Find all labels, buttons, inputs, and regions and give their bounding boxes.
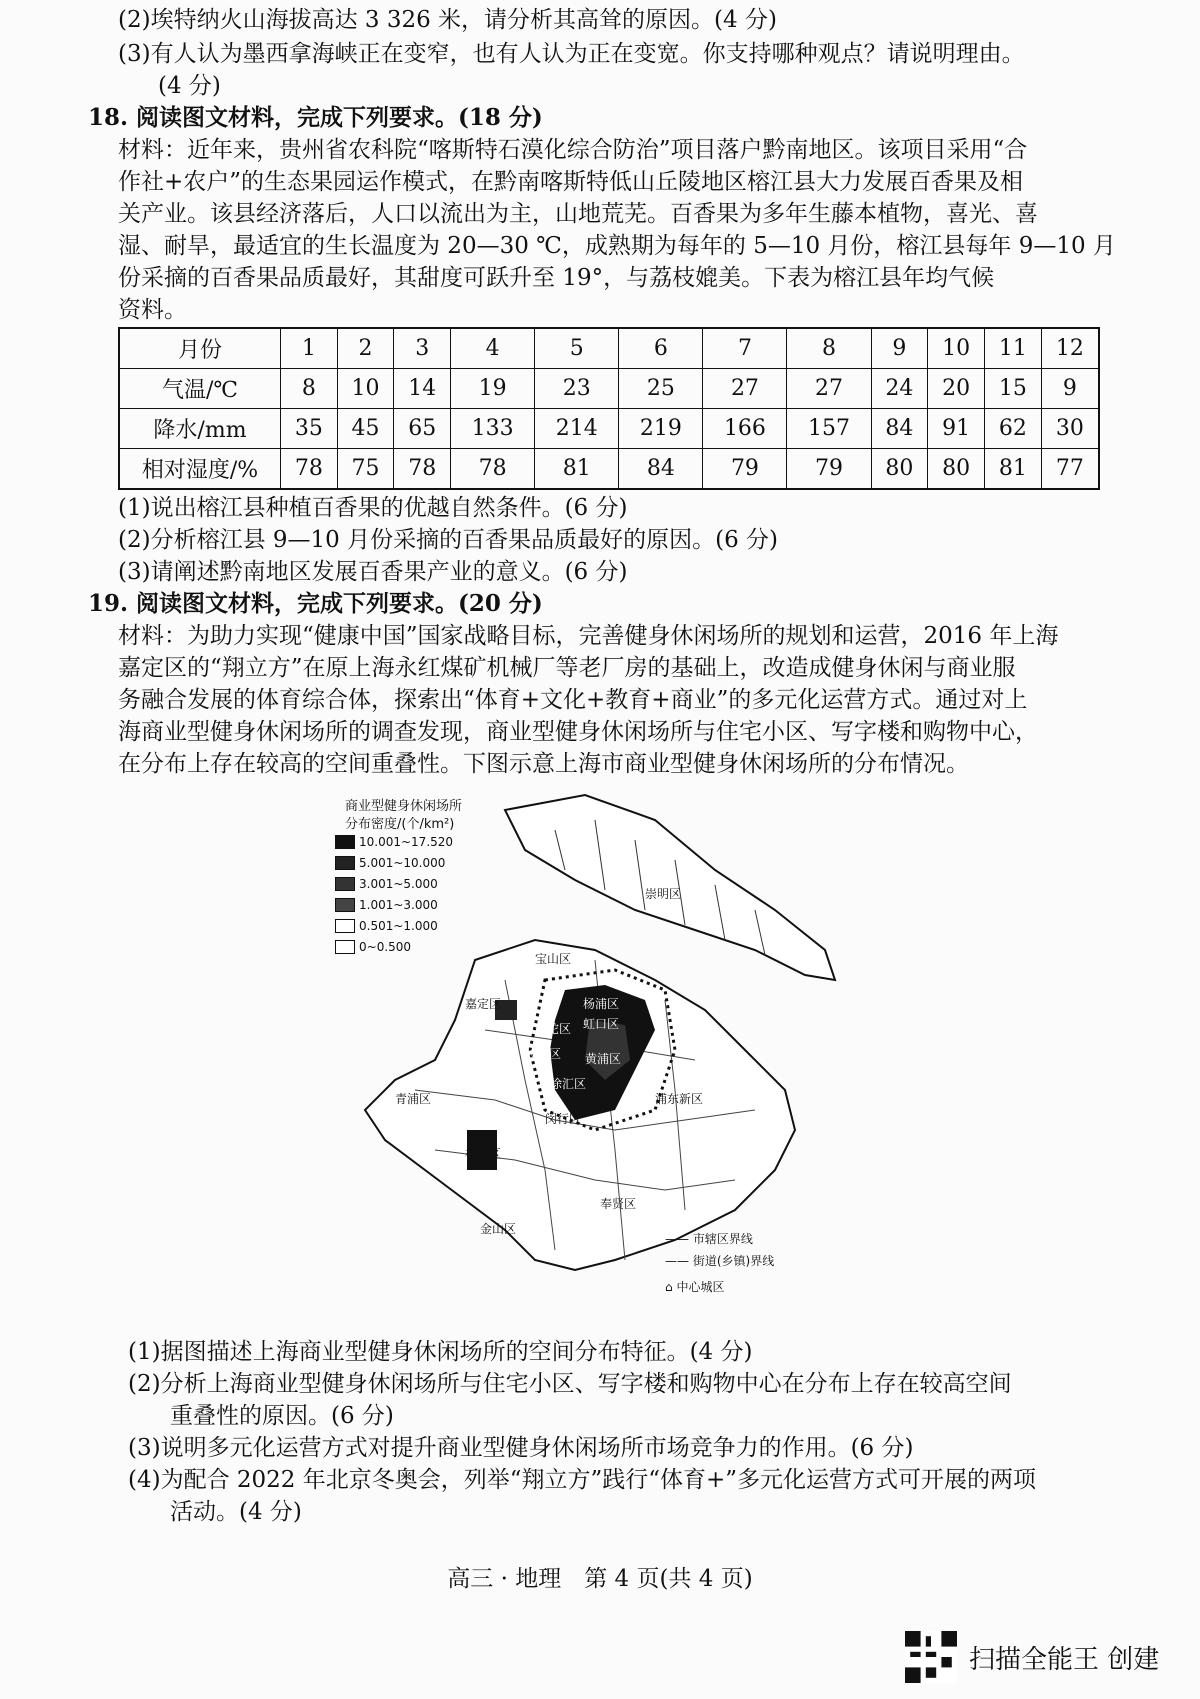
q19-sub1: (1)据图描述上海商业型健身休闲场所的空间分布特征。(4 分) (128, 1339, 753, 1365)
table-cell: 81 (535, 449, 619, 490)
table-cell: 11 (984, 328, 1041, 369)
table-cell: 79 (703, 449, 787, 490)
q19-material-5: 在分布上存在较高的空间重叠性。下图示意上海市商业型健身休闲场所的分布情况。 (118, 751, 969, 777)
legend-item: 5.001~10.000 (335, 856, 445, 870)
table-cell: 25 (619, 369, 703, 409)
table-cell: 4 (451, 328, 535, 369)
q19-material-3: 务融合发展的体育综合体，探索出“体育+文化+教育+商业”的多元化运营方式。通过对上 (118, 687, 1028, 713)
table-cell: 27 (703, 369, 787, 409)
table-cell: 气温/℃ (119, 369, 281, 409)
q19-sub4-cont: 活动。(4 分) (170, 1499, 302, 1525)
map-label: 杨浦区 (583, 997, 620, 1011)
table-cell: 65 (394, 409, 451, 449)
table-cell: 62 (984, 409, 1041, 449)
table-cell: 91 (928, 409, 985, 449)
table-cell: 133 (451, 409, 535, 449)
table-cell: 1 (281, 328, 338, 369)
table-cell: 78 (394, 449, 451, 490)
q18-material-3: 关产业。该县经济落后，人口以流出为主，山地荒芜。百香果为多年生藤本植物，喜光、喜 (118, 201, 1038, 227)
q17-sub3-score: (4 分) (158, 73, 221, 99)
q19-sub2: (2)分析上海商业型健身休闲场所与住宅小区、写字楼和购物中心在分布上存在较高空间 (128, 1371, 1012, 1397)
map-label: 闵行区 (545, 1112, 582, 1126)
table-cell: 166 (703, 409, 787, 449)
map-label: 普陀区 (535, 1022, 572, 1036)
q19-sub4: (4)为配合 2022 年北京冬奥会，列举“翔立方”践行“体育+”多元化运营方式可开展的两项 (128, 1467, 1037, 1493)
shanghai-fitness-map (345, 790, 875, 1320)
table-cell: 3 (394, 328, 451, 369)
table-cell: 15 (984, 369, 1041, 409)
stamp-text: 扫描全能王 创建 (969, 1644, 1160, 1675)
legend-subtitle: 分布密度/(个/km²) (345, 817, 455, 832)
q19-sub3: (3)说明多元化运营方式对提升商业型健身休闲场所市场竞争力的作用。(6 分) (128, 1435, 914, 1461)
table-cell: 9 (871, 328, 928, 369)
q19-material-2: 嘉定区的“翔立方”在原上海永红煤矿机械厂等老厂房的基础上，改造成健身休闲与商业服 (118, 655, 1016, 681)
q18-material-6: 资料。 (118, 297, 187, 323)
map-label: 松江区 (465, 1147, 502, 1161)
map-label: 嘉定区 (465, 997, 502, 1011)
map-key-street-line: —— 街道(乡镇)界线 (665, 1254, 775, 1268)
map-label: 虹口区 (583, 1017, 620, 1031)
map-label: 奉贤区 (600, 1197, 637, 1211)
table-cell: 相对湿度/% (119, 449, 281, 490)
table-cell: 12 (1041, 328, 1099, 369)
q18-material-2: 作社+农户”的生态果园运作模式，在黔南喀斯特低山丘陵地区榕江县大力发展百香果及相 (118, 169, 1024, 195)
legend-item: 0.501~1.000 (335, 919, 438, 933)
map-label: 金山区 (480, 1222, 517, 1236)
table-cell: 79 (787, 449, 871, 490)
table-cell: 降水/mm (119, 409, 281, 449)
map-label: 浦东新区 (655, 1092, 704, 1106)
table-cell: 157 (787, 409, 871, 449)
table-cell: 84 (619, 449, 703, 490)
table-cell: 9 (1041, 369, 1099, 409)
table-cell: 35 (281, 409, 338, 449)
table-cell: 219 (619, 409, 703, 449)
map-key-central-city: ⌂ 中心城区 (665, 1280, 725, 1294)
table-cell: 45 (337, 409, 394, 449)
q19-material-1: 材料：为助力实现“健康中国”国家战略目标，完善健身休闲场所的规划和运营，2016 年上海 (118, 623, 1059, 649)
map-label: 宝山区 (535, 952, 572, 966)
map-label: 长宁区 (525, 1047, 562, 1061)
map-label: 崇明区 (645, 887, 682, 901)
q18-sub2: (2)分析榕江县 9—10 月份采摘的百香果品质最好的原因。(6 分) (118, 527, 778, 553)
map-label: 黄浦区 (585, 1052, 622, 1066)
table-cell: 30 (1041, 409, 1099, 449)
table-cell: 75 (337, 449, 394, 490)
q19-heading: 19. 阅读图文材料，完成下列要求。(20 分) (88, 590, 543, 617)
table-cell: 214 (535, 409, 619, 449)
table-cell: 78 (281, 449, 338, 490)
table-cell: 14 (394, 369, 451, 409)
table-cell: 2 (337, 328, 394, 369)
table-cell: 8 (281, 369, 338, 409)
table-cell: 80 (928, 449, 985, 490)
climate-table (118, 327, 1100, 490)
table-row-temp (119, 369, 1099, 409)
table-cell: 20 (928, 369, 985, 409)
table-row-precip (119, 409, 1099, 449)
q18-sub3: (3)请阐述黔南地区发展百香果产业的意义。(6 分) (118, 559, 628, 585)
map-label: 青浦区 (395, 1092, 432, 1106)
legend-title: 商业型健身休闲场所 (345, 799, 463, 814)
table-cell: 10 (928, 328, 985, 369)
table-cell: 24 (871, 369, 928, 409)
table-row-month (119, 328, 1099, 369)
legend-item: 3.001~5.000 (335, 877, 438, 891)
q18-material-1: 材料：近年来，贵州省农科院“喀斯特石漠化综合防治”项目落户黔南地区。该项目采用“合 (118, 137, 1028, 163)
page-footer: 高三 · 地理 第 4 页(共 4 页) (447, 1566, 753, 1592)
q19-sub2-cont: 重叠性的原因。(6 分) (170, 1403, 394, 1429)
legend-item: 10.001~17.520 (335, 835, 453, 849)
q18-sub1: (1)说出榕江县种植百香果的优越自然条件。(6 分) (118, 495, 628, 521)
q18-material-4: 湿、耐旱，最适宜的生长温度为 20—30 ℃，成熟期为每年的 5—10 月份，榕江县每年 9—10 月 (118, 233, 1116, 259)
map-label: 徐汇区 (550, 1077, 587, 1091)
q19-material-4: 海商业型健身休闲场所的调查发现，商业型健身休闲场所与住宅小区、写字楼和购物中心， (118, 719, 1038, 745)
q18-heading: 18. 阅读图文材料，完成下列要求。(18 分) (88, 104, 543, 131)
legend-item: 0~0.500 (335, 940, 411, 954)
table-cell: 19 (451, 369, 535, 409)
q17-sub2: (2)埃特纳火山海拔高达 3 326 米，请分析其高耸的原因。(4 分) (118, 7, 777, 33)
table-cell: 10 (337, 369, 394, 409)
scanner-stamp (905, 1630, 1159, 1684)
table-cell: 77 (1041, 449, 1099, 490)
table-cell: 6 (619, 328, 703, 369)
table-cell: 80 (871, 449, 928, 490)
table-cell: 81 (984, 449, 1041, 490)
q17-sub3: (3)有人认为墨西拿海峡正在变窄，也有人认为正在变宽。你支持哪种观点？请说明理由。 (118, 41, 1025, 67)
table-cell: 84 (871, 409, 928, 449)
map-key-district-line: —— 市辖区界线 (665, 1232, 753, 1246)
q18-material-5: 份采摘的百香果品质最好，其甜度可跃升至 19°，与荔枝媲美。下表为榕江县年均气候 (118, 265, 995, 291)
table-cell: 78 (451, 449, 535, 490)
table-cell: 23 (535, 369, 619, 409)
table-cell: 5 (535, 328, 619, 369)
table-cell: 27 (787, 369, 871, 409)
table-cell: 月份 (119, 328, 281, 369)
table-cell: 7 (703, 328, 787, 369)
table-cell: 8 (787, 328, 871, 369)
table-row-humidity (119, 449, 1099, 490)
legend-item: 1.001~3.000 (335, 898, 438, 912)
qr-code-icon (905, 1631, 957, 1683)
